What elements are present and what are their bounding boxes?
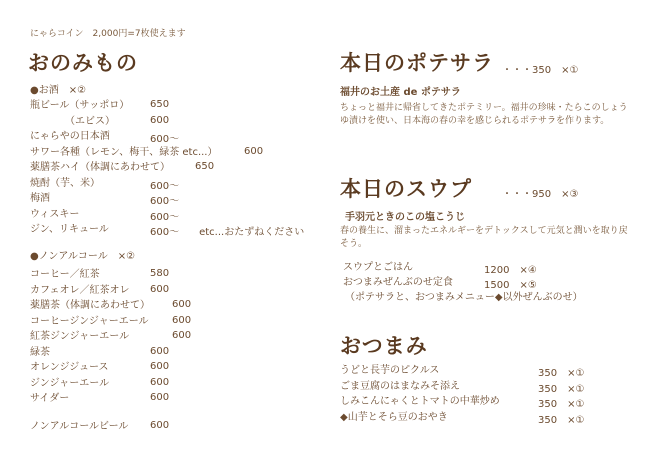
menu-item-price: 600 (172, 330, 192, 341)
menu-item-price: 600 (172, 299, 192, 310)
menu-item-name: 薬膳茶（体調にあわせて） (30, 300, 150, 311)
soup-title: 本日のスウプ (340, 177, 472, 201)
menu-item-name: 焼酎（芋、米） (30, 177, 100, 189)
nonalcohol-header: ●ノンアルコール ×② (30, 251, 136, 262)
menu-item-name: にゃらやの日本酒 (30, 131, 110, 142)
menu-item-name: しみこんにゃくとトマトの中華炒め (340, 396, 500, 407)
soup-price: ・・・950 ×③ (502, 189, 579, 200)
menu-item-name: 瓶ビール（サッポロ） (30, 100, 130, 111)
menu-item-name: 緑茶 (30, 346, 50, 358)
soup-item-name: スウプとごはん (343, 262, 413, 273)
potesara-description: ちょっと福井に帰省してきたポテミリー。福井の珍味・たらこのしょうゆ漬けを使い、日本海の春の幸を感じられるポテサラを作ります。 (340, 103, 628, 126)
menu-item-price: 600 (150, 392, 170, 403)
nonalcohol-beer-name: ノンアルコールビール (30, 421, 129, 432)
menu-item-name: 紅茶ジンジャーエール (30, 331, 130, 342)
menu-item-price: 600〜 etc...おたずねください (150, 227, 305, 238)
soup-item-name: おつまみぜんぶのせ定食 (343, 277, 453, 288)
menu-item-price: 650 (195, 161, 215, 172)
menu-item-name: サワー各種（レモン、梅干、緑茶 etc...） (30, 146, 218, 158)
alcohol-header: ●お酒 ×② (30, 85, 87, 96)
soup-item-price: 1500 ×⑤ (484, 280, 537, 291)
menu-item-name: 梅酒 (30, 193, 50, 204)
menu-item-price: 600〜 (150, 196, 180, 207)
drinks-title: おのみもの (28, 51, 138, 75)
menu-item-name: ウィスキー (30, 208, 80, 220)
soup-subtitle: 手羽元ときのこの塩こうじ (345, 212, 465, 223)
menu-item-name: ごま豆腐のはまなみそ添え (340, 380, 460, 392)
menu-item-price: 350 ×① (538, 414, 585, 426)
potesara-title: 本日のポテサラ (340, 51, 494, 75)
menu-item-price: 350 ×① (538, 383, 585, 395)
potesara-price: ・・・350 ×① (502, 65, 579, 76)
soup-item-price: 1200 ×④ (484, 265, 537, 276)
menu-item-name: ジン、リキュール (30, 224, 109, 235)
snacks-title: おつまみ (340, 334, 428, 358)
menu-item-name: ジンジャーエール (30, 377, 110, 389)
nonalcohol-beer-price: 600 (150, 420, 170, 431)
menu-item-price: 350 ×① (538, 399, 585, 410)
menu-item-name: オレンジジュース (30, 362, 109, 373)
menu-item-price: 600〜 (150, 180, 180, 192)
menu-item-price: 600 (150, 114, 170, 126)
menu-item-price: 580 (150, 268, 170, 279)
menu-item-price: 600 (244, 145, 264, 157)
menu-item-name: 薬膳茶ハイ（体調にあわせて） (30, 162, 170, 173)
menu-item-name: サイダー (30, 393, 70, 404)
menu-item-price: 600 (150, 376, 170, 388)
menu-item-name: コーヒージンジャーエール (30, 315, 149, 327)
menu-item-name: コーヒー／紅茶 (30, 269, 100, 280)
soup-note: （ポテサラと、おつまみメニュー◆以外ぜんぶのせ） (345, 292, 583, 303)
soup-description: 春の養生に、溜まったエネルギーをデトックスして元気と潤いを取り戻そう。 (340, 226, 628, 249)
menu-item-price: 600 (172, 314, 192, 326)
menu-item-name: カフェオレ／紅茶オレ (30, 284, 130, 296)
menu-item-price: 600 (150, 283, 170, 295)
potesara-subtitle: 福井のお土産 de ポテサラ (340, 87, 461, 98)
menu-item-price: 600 (150, 345, 170, 357)
menu-item-price: 600〜 (150, 211, 180, 223)
menu-item-price: 650 (150, 99, 170, 110)
menu-item-name: ◆山芋とそら豆のおやき (340, 411, 448, 423)
menu-item-name: （エビス） (30, 115, 115, 127)
coin-note: にゃらコイン 2,000円=7枚使えます (30, 29, 186, 39)
menu-item-price: 350 ×① (538, 368, 585, 379)
menu-item-price: 600 (150, 361, 170, 372)
menu-item-name: うどと長芋のピクルス (340, 365, 440, 376)
menu-item-price: 600〜 (150, 134, 180, 145)
